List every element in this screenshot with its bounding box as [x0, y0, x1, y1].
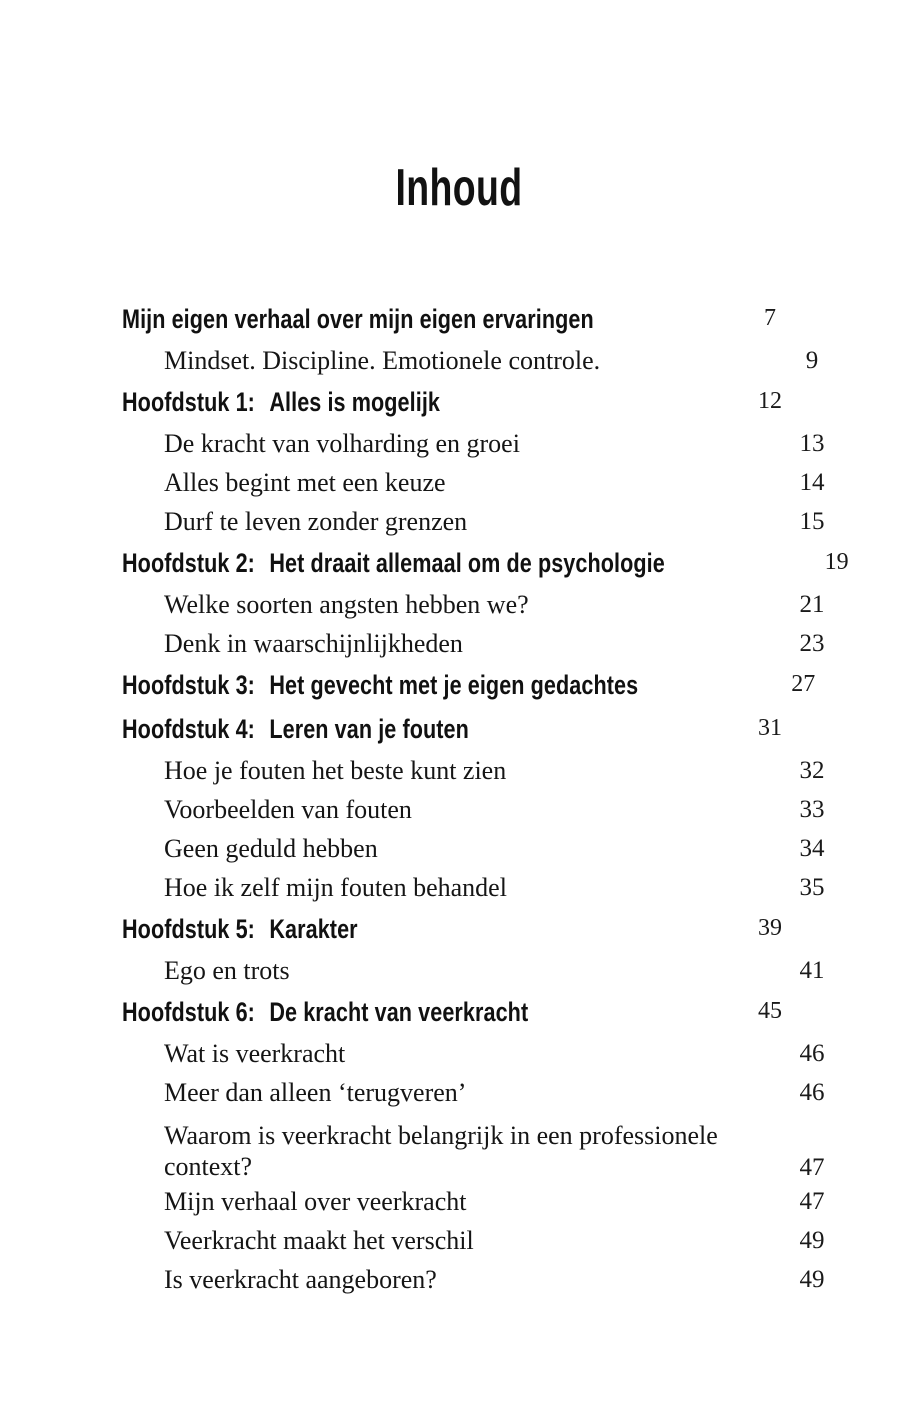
toc-page-number: 41: [799, 956, 825, 984]
toc-entry[interactable]: [122, 707, 798, 751]
toc-entry-label: [122, 387, 440, 417]
toc-entry-title: Het gevecht met je eigen gedachtes: [269, 670, 639, 700]
toc-entry-label: [164, 506, 467, 537]
toc-entry-title: Mijn verhaal over veerkracht: [164, 1187, 467, 1216]
toc-entry-title: Alles begint met een keuze: [164, 468, 446, 497]
toc-entry-label: [164, 1225, 474, 1256]
toc-page-number: 7: [764, 305, 776, 331]
toc-entry-label: [164, 1077, 466, 1108]
toc-entry-title: Mindset. Discipline. Emotionele controle.: [164, 346, 601, 375]
toc-entry-title: De kracht van volharding en groei: [164, 429, 520, 458]
toc-entry[interactable]: [122, 380, 798, 424]
page-title: Inhoud: [395, 158, 523, 217]
toc-entry-label: [164, 1264, 437, 1295]
toc-entry-label: [122, 914, 358, 944]
toc-entry[interactable]: [122, 1182, 840, 1221]
toc-page-number: 49: [799, 1265, 825, 1293]
toc-entry-title: Is veerkracht aangeboren?: [164, 1265, 437, 1294]
toc-chapter-number: Hoofdstuk 5:: [122, 914, 255, 944]
toc-entry-title: Denk in waarschijnlijkheden: [164, 629, 463, 658]
toc-entry-label: [164, 955, 290, 986]
toc-entry-label: [122, 670, 638, 700]
toc-page-number: 12: [758, 388, 782, 414]
toc-page-number: 21: [799, 590, 825, 618]
toc-entry-label: [164, 833, 378, 864]
toc-chapter-number: Hoofdstuk 3:: [122, 670, 255, 700]
toc-page-number: 9: [805, 346, 819, 374]
toc-page-number: 15: [799, 507, 825, 535]
toc-page-number: 14: [799, 468, 825, 496]
toc-entry[interactable]: [122, 790, 840, 829]
toc-entry-title: Waarom is veerkracht belangrijk in een professionele context?: [164, 1121, 718, 1181]
toc-page-number: 47: [799, 1154, 825, 1181]
toc-entry-title: Voorbeelden van fouten: [164, 795, 412, 824]
toc-chapter-number: Hoofdstuk 2:: [122, 548, 255, 578]
toc-entry-title: Mijn eigen verhaal over mijn eigen ervaringen: [122, 304, 594, 334]
toc-page-number: 46: [799, 1078, 825, 1106]
toc-entry[interactable]: [122, 1112, 840, 1182]
toc-chapter-number: Hoofdstuk 6:: [122, 997, 255, 1027]
toc-entry[interactable]: [122, 1260, 840, 1299]
toc-entry-label: [164, 794, 412, 825]
toc-page-number: 39: [758, 915, 782, 941]
toc-entry-title: Durf te leven zonder grenzen: [164, 507, 468, 536]
toc-entry-label: [164, 1120, 742, 1182]
toc-page-number: 46: [799, 1039, 825, 1067]
toc-entry-title: Veerkracht maakt het verschil: [164, 1226, 474, 1255]
toc-entry[interactable]: [122, 907, 798, 951]
toc-entry-title: Hoe ik zelf mijn fouten behandel: [164, 873, 507, 902]
toc-entry-label: [164, 1038, 345, 1069]
toc-page-number: 35: [799, 873, 825, 901]
toc-entry-title: Wat is veerkracht: [164, 1039, 346, 1068]
toc-entry[interactable]: [122, 663, 816, 707]
toc-entry-title: Het draait allemaal om de psychologie: [269, 548, 665, 578]
toc-page-number: 27: [791, 671, 816, 697]
toc-entry[interactable]: [122, 502, 840, 541]
toc-entry[interactable]: [122, 585, 840, 624]
toc-entry-label: [122, 548, 665, 578]
toc-entry-title: Hoe je fouten het beste kunt zien: [164, 756, 507, 785]
toc-entry-label: [164, 628, 463, 659]
toc-page-number: 19: [824, 549, 849, 575]
toc-entry[interactable]: [122, 541, 849, 585]
toc-page-number: 47: [799, 1187, 825, 1215]
toc-entry[interactable]: [122, 829, 840, 868]
toc-page-number: 32: [799, 756, 825, 784]
toc-entry-label: [164, 467, 446, 498]
toc-chapter-number: Hoofdstuk 4:: [122, 714, 255, 744]
toc-entry[interactable]: [122, 297, 798, 341]
toc-entry-title: Geen geduld hebben: [164, 834, 378, 863]
toc-entry-title: Welke soorten angsten hebben we?: [164, 590, 529, 619]
toc-entry-label: [164, 589, 529, 620]
toc-entry[interactable]: [122, 1034, 840, 1073]
toc-entry[interactable]: [122, 751, 840, 790]
toc-entry[interactable]: [122, 868, 840, 907]
toc-entry-title: Leren van je fouten: [269, 714, 469, 744]
toc-page-number: 13: [799, 429, 825, 457]
toc-entry[interactable]: [122, 990, 798, 1034]
toc-entry-title: Alles is mogelijk: [269, 387, 440, 417]
table-of-contents-list: [122, 297, 849, 1299]
toc-entry-title: Meer dan alleen ‘terugveren’: [164, 1078, 467, 1107]
toc-entry-label: [164, 755, 506, 786]
toc-entry[interactable]: [122, 1221, 840, 1260]
toc-entry-label: [122, 304, 594, 334]
toc-entry-title: Ego en trots: [164, 956, 290, 985]
toc-chapter-number: Hoofdstuk 1:: [122, 387, 255, 417]
toc-entry-label: [164, 1186, 466, 1217]
toc-entry[interactable]: [122, 1073, 840, 1112]
toc-entry[interactable]: [122, 951, 840, 990]
toc-entry-label: [164, 345, 600, 376]
toc-page-number: 34: [799, 834, 825, 862]
toc-page-number: 49: [799, 1226, 825, 1254]
toc-page-number: 33: [799, 795, 825, 823]
toc-entry[interactable]: [122, 341, 840, 380]
toc-entry-title: Karakter: [269, 914, 358, 944]
toc-entry[interactable]: [122, 463, 840, 502]
toc-entry-label: [164, 872, 507, 903]
toc-page-number: 45: [758, 998, 782, 1024]
toc-entry[interactable]: [122, 424, 840, 463]
toc-entry-label: [122, 997, 528, 1027]
toc-entry[interactable]: [122, 624, 840, 663]
toc-entry-label: [122, 714, 469, 744]
toc-entry-label: [164, 428, 520, 459]
toc-entry-title: De kracht van veerkracht: [269, 997, 529, 1027]
toc-page-number: 31: [758, 715, 782, 741]
toc-page-number: 23: [799, 629, 825, 657]
